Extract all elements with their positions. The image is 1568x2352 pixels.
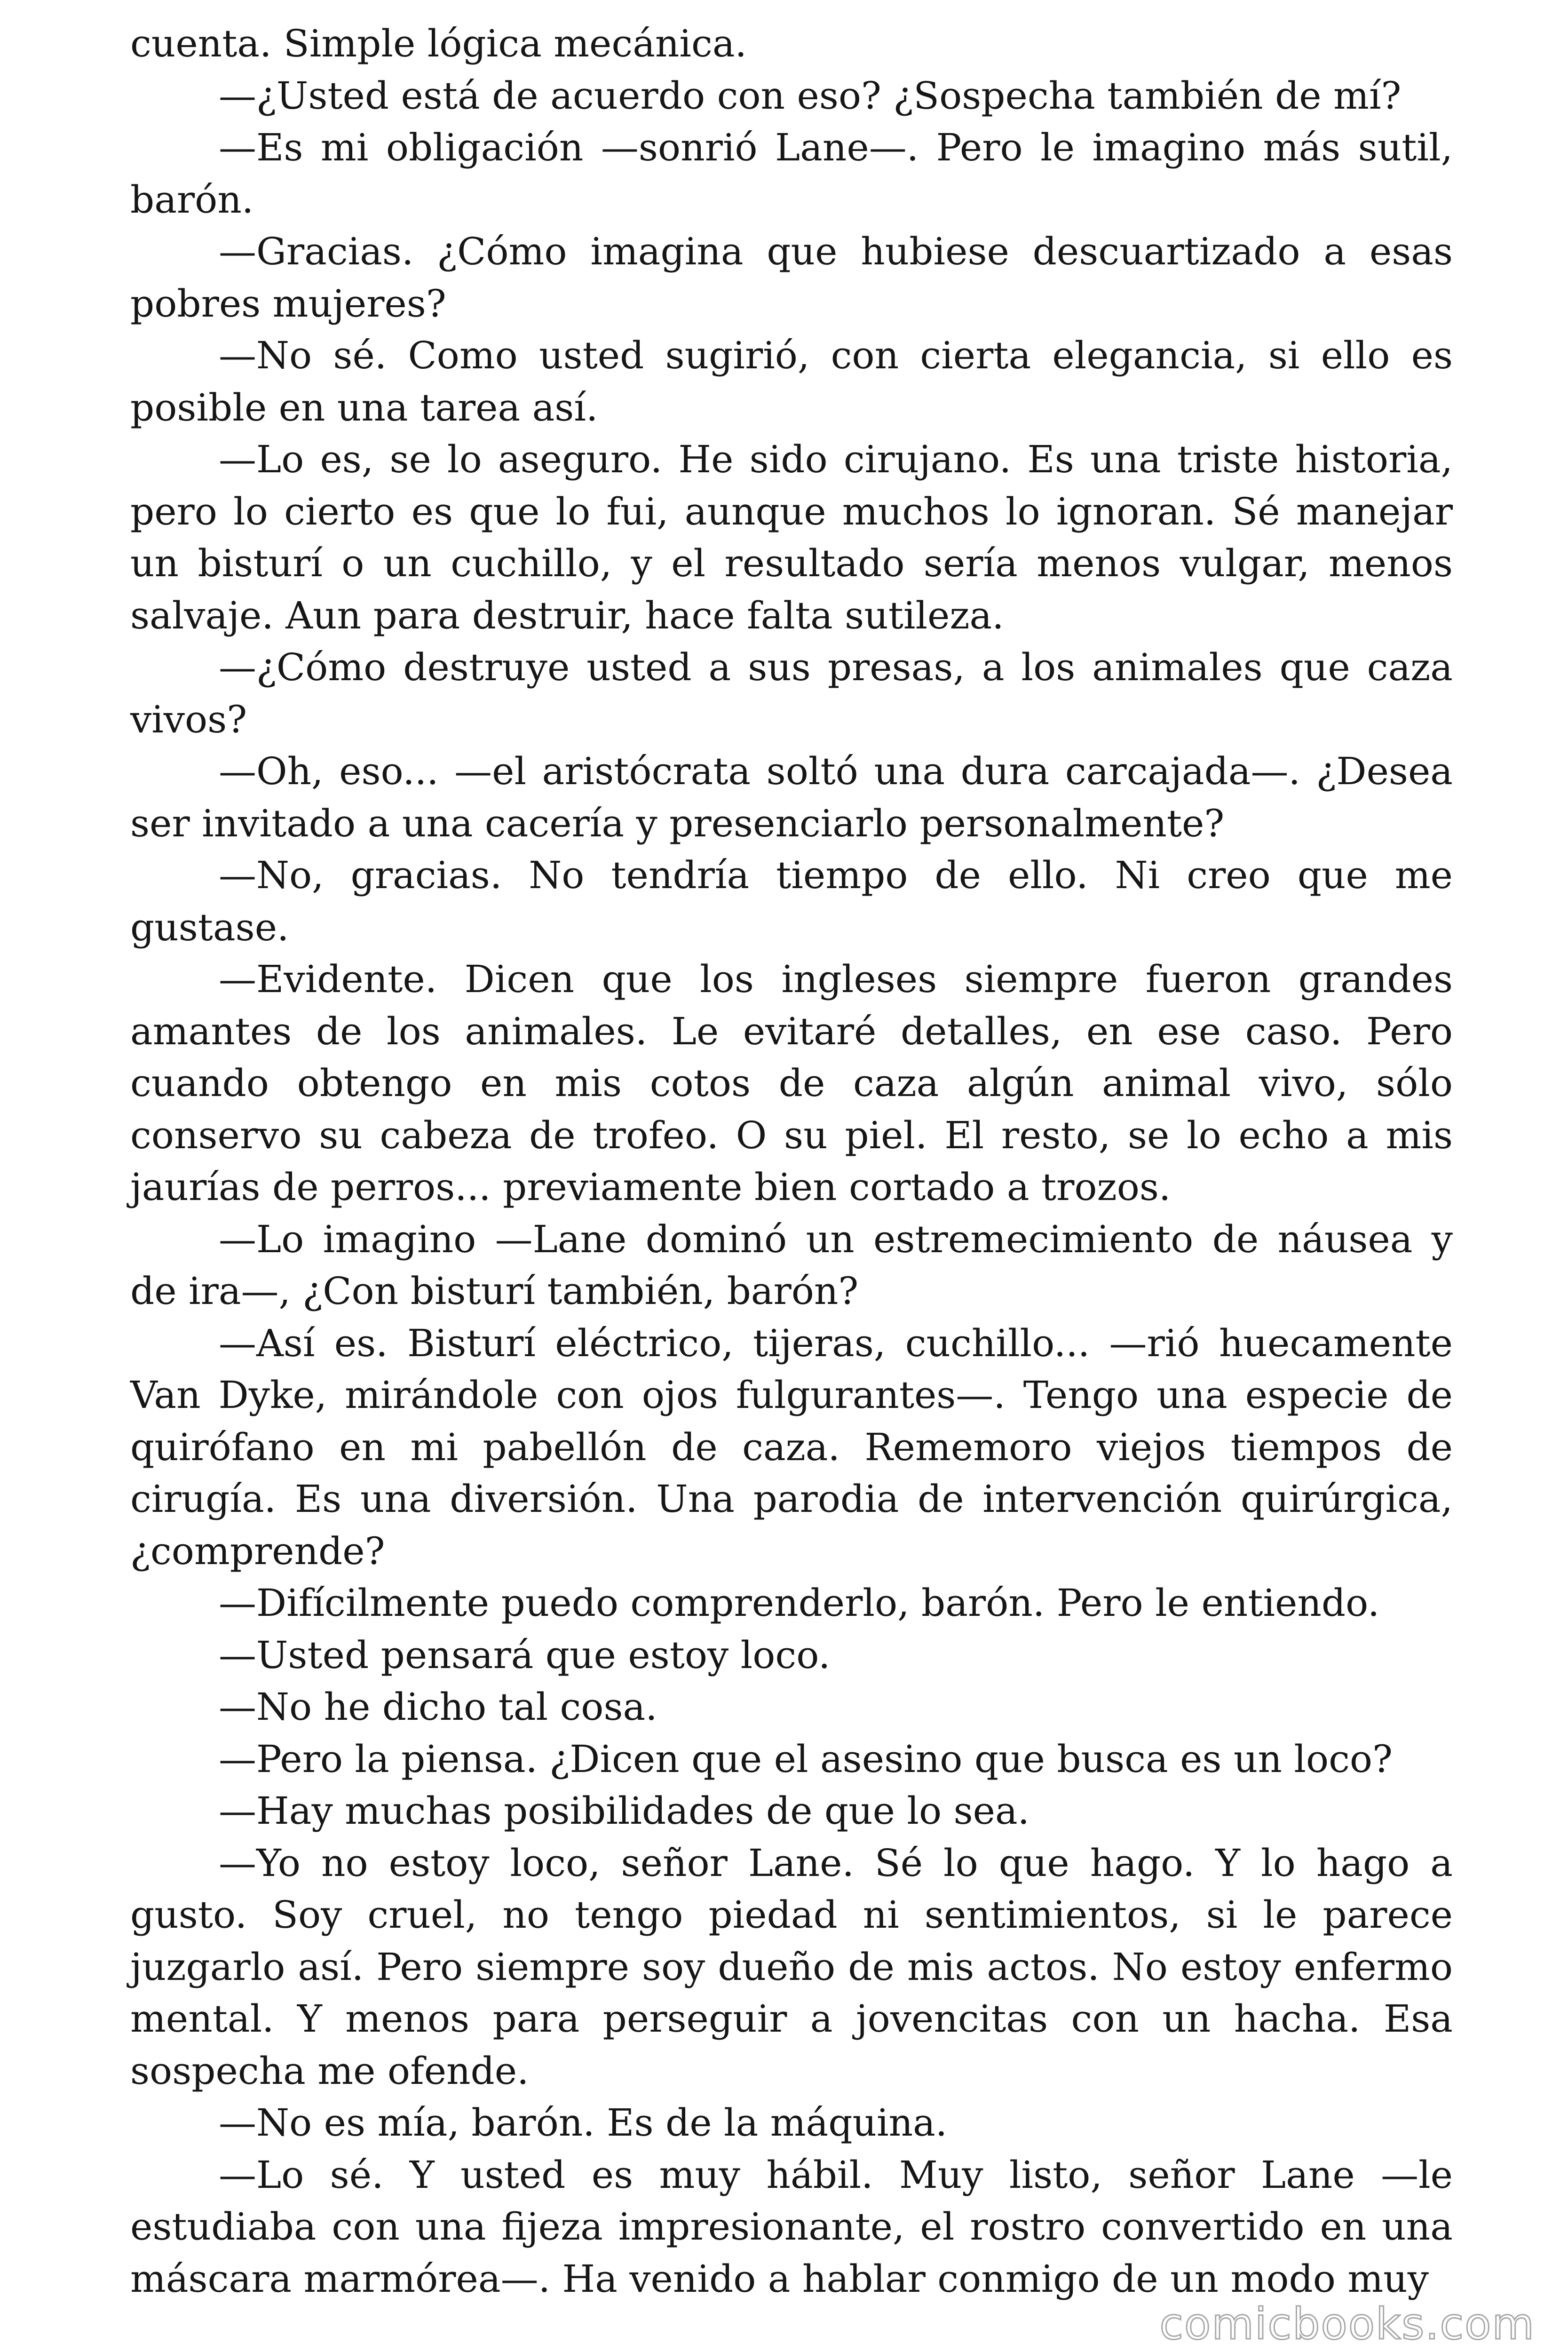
paragraph: —Lo imagino —Lane dominó un estremecimiento de náusea y de ira—, ¿Con bisturí también, barón?: [130, 1217, 1453, 1313]
paragraph: —Difícilmente puedo comprenderlo, barón. Pero le entiendo.: [219, 1581, 1380, 1625]
paragraph: —Oh, eso... —el aristócrata soltó una dura carcajada—. ¿Desea ser invitado a una cacería y presenciarlo personalmente?: [130, 749, 1453, 845]
paragraph: —Gracias. ¿Cómo imagina que hubiese descuartizado a esas pobres mujeres?: [130, 230, 1453, 326]
paragraph: —¿Usted está de acuerdo con eso? ¿Sospecha también de mí?: [219, 73, 1402, 118]
paragraph: —Usted pensará que estoy loco.: [219, 1633, 831, 1677]
paragraph: —Así es. Bisturí eléctrico, tijeras, cuchillo... —rió huecamente Van Dyke, mirándole con ojos fulgurantes—. Tengo una especie de quirófano en mi pabellón de caza. Rememoro viejos tiempos de cirugía. Es una diversión. Una parodia de intervención quirúrgica, ¿comprende?: [130, 1321, 1453, 1573]
paragraph: —¿Cómo destruye usted a sus presas, a los animales que caza vivos?: [130, 645, 1453, 741]
paragraph: —No, gracias. No tendría tiempo de ello. Ni creo que me gustase.: [130, 853, 1453, 949]
paragraph: —Lo es, se lo aseguro. He sido cirujano. Es una triste historia, pero lo cierto es que lo fui, aunque muchos lo ignoran. Sé manejar un bisturí o un cuchillo, y el resultado sería menos vulgar, menos salvaje. Aun para destruir, hace falta sutileza.: [130, 437, 1453, 637]
paragraph: —No es mía, barón. Es de la máquina.: [219, 2101, 948, 2145]
watermark: comicbooks.com: [1159, 2299, 1535, 2349]
paragraph-continuation: cuenta. Simple lógica mecánica.: [130, 22, 747, 65]
paragraph: —Lo sé. Y usted es muy hábil. Muy listo, señor Lane —le estudiaba con una fijeza impresionante, el rostro convertido en una máscara marmórea—. Ha venido a hablar conmigo de un modo muy: [130, 2153, 1453, 2301]
paragraph: —No sé. Como usted sugirió, con cierta elegancia, si ello es posible en una tarea así.: [130, 334, 1453, 429]
paragraph: —Es mi obligación —sonrió Lane—. Pero le imagino más sutil, barón.: [130, 126, 1453, 222]
paragraph: —Evidente. Dicen que los ingleses siempre fueron grandes amantes de los animales. Le evitaré detalles, en ese caso. Pero cuando obtengo en mis cotos de caza algún animal vivo, sólo conservo su cabeza de trofeo. O su piel. El resto, se lo echo a mis jaurías de perros... previamente bien cortado a trozos.: [130, 957, 1453, 1209]
paragraph: —Hay muchas posibilidades de que lo sea.: [219, 1789, 1030, 1833]
paragraph: —Pero la piensa. ¿Dicen que el asesino que busca es un loco?: [219, 1737, 1393, 1781]
paragraph: —No he dicho tal cosa.: [219, 1685, 657, 1729]
book-page-text: [130, 18, 1453, 2305]
paragraph: —Yo no estoy loco, señor Lane. Sé lo que hago. Y lo hago a gusto. Soy cruel, no tengo piedad ni sentimientos, si le parece juzgarlo así. Pero siempre soy dueño de mis actos. No estoy enfermo mental. Y menos para perseguir a jovencitas con un hacha. Esa sospecha me ofende.: [130, 1841, 1453, 2093]
